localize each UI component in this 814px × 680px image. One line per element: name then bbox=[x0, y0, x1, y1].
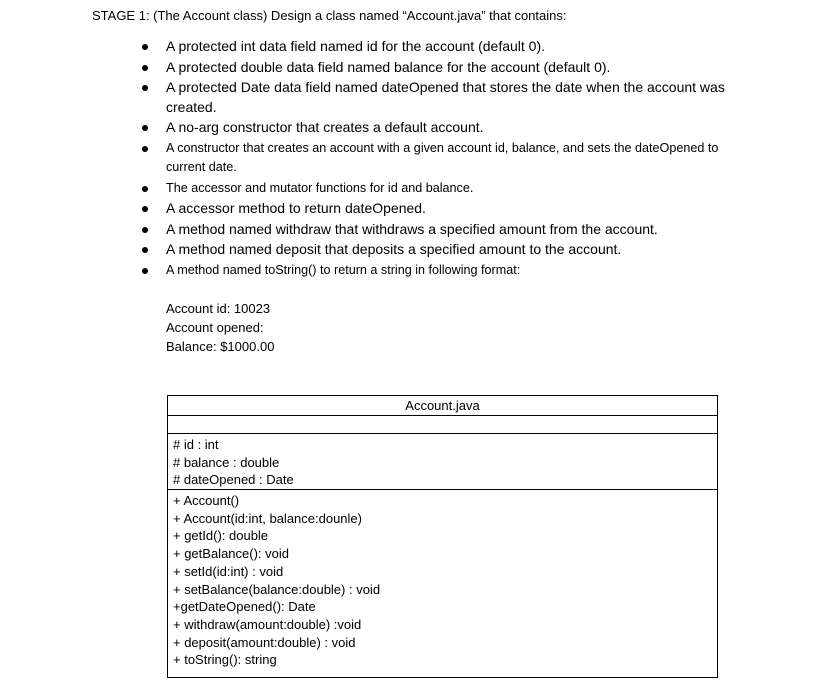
uml-class-name: Account.java bbox=[168, 396, 717, 416]
sample-line-id: Account id: 10023 bbox=[166, 301, 271, 316]
uml-method: + Account(id:int, balance:dounle) bbox=[173, 510, 362, 526]
bullet-icon bbox=[142, 125, 148, 131]
uml-field: # id : int bbox=[173, 437, 219, 452]
uml-method: +getDateOpened(): Date bbox=[173, 599, 316, 615]
bullet-icon bbox=[142, 146, 148, 152]
uml-method: + setId(id:int) : void bbox=[173, 563, 284, 579]
bullet-icon bbox=[142, 85, 148, 91]
uml-field: # dateOpened : Date bbox=[173, 472, 294, 488]
list-item: A method named toString() to return a string in following format: bbox=[166, 261, 726, 281]
bullet-icon bbox=[142, 44, 148, 50]
uml-empty-row bbox=[168, 416, 717, 434]
page-heading: STAGE 1: (The Account class) Design a class named “Account.java” that contains: bbox=[92, 8, 567, 23]
bullet-icon bbox=[142, 186, 148, 192]
list-item: A no-arg constructor that creates a default account. bbox=[166, 118, 726, 138]
list-item: A protected double data field named balance for the account (default 0). bbox=[166, 58, 726, 78]
uml-field: # balance : double bbox=[173, 454, 280, 470]
uml-method: + getBalance(): void bbox=[173, 546, 289, 562]
list-item: A accessor method to return dateOpened. bbox=[166, 199, 726, 219]
requirements-list bbox=[166, 37, 726, 281]
bullet-icon bbox=[142, 247, 148, 253]
uml-method: + toString(): string bbox=[173, 652, 277, 668]
list-item: A protected Date data field named dateOpened that stores the date when the account was created. bbox=[166, 78, 726, 117]
uml-method: + deposit(amount:double) : void bbox=[173, 634, 356, 650]
uml-method: + setBalance(balance:double) : void bbox=[173, 581, 381, 597]
list-item: A method named deposit that deposits a specified amount to the account. bbox=[166, 240, 726, 260]
uml-class-diagram bbox=[167, 395, 718, 678]
list-item: A method named withdraw that withdraws a specified amount from the account. bbox=[166, 220, 726, 240]
uml-method: + getId(): double bbox=[173, 528, 269, 544]
uml-fields bbox=[168, 434, 717, 490]
bullet-icon bbox=[142, 65, 148, 71]
uml-methods bbox=[168, 490, 717, 677]
sample-line-opened: Account opened: bbox=[166, 320, 264, 335]
bullet-icon bbox=[142, 268, 148, 274]
uml-method: + withdraw(amount:double) :void bbox=[173, 616, 362, 632]
sample-line-balance: Balance: $1000.00 bbox=[166, 339, 275, 354]
list-item: A constructor that creates an account with a given account id, balance, and sets the dateOpened to current date. bbox=[166, 139, 726, 178]
sample-output bbox=[166, 299, 274, 356]
bullet-icon bbox=[142, 206, 148, 212]
bullet-icon bbox=[142, 227, 148, 233]
list-item: A protected int data field named id for the account (default 0). bbox=[166, 37, 726, 57]
uml-method: + Account() bbox=[173, 493, 240, 509]
list-item: The accessor and mutator functions for id and balance. bbox=[166, 179, 726, 199]
